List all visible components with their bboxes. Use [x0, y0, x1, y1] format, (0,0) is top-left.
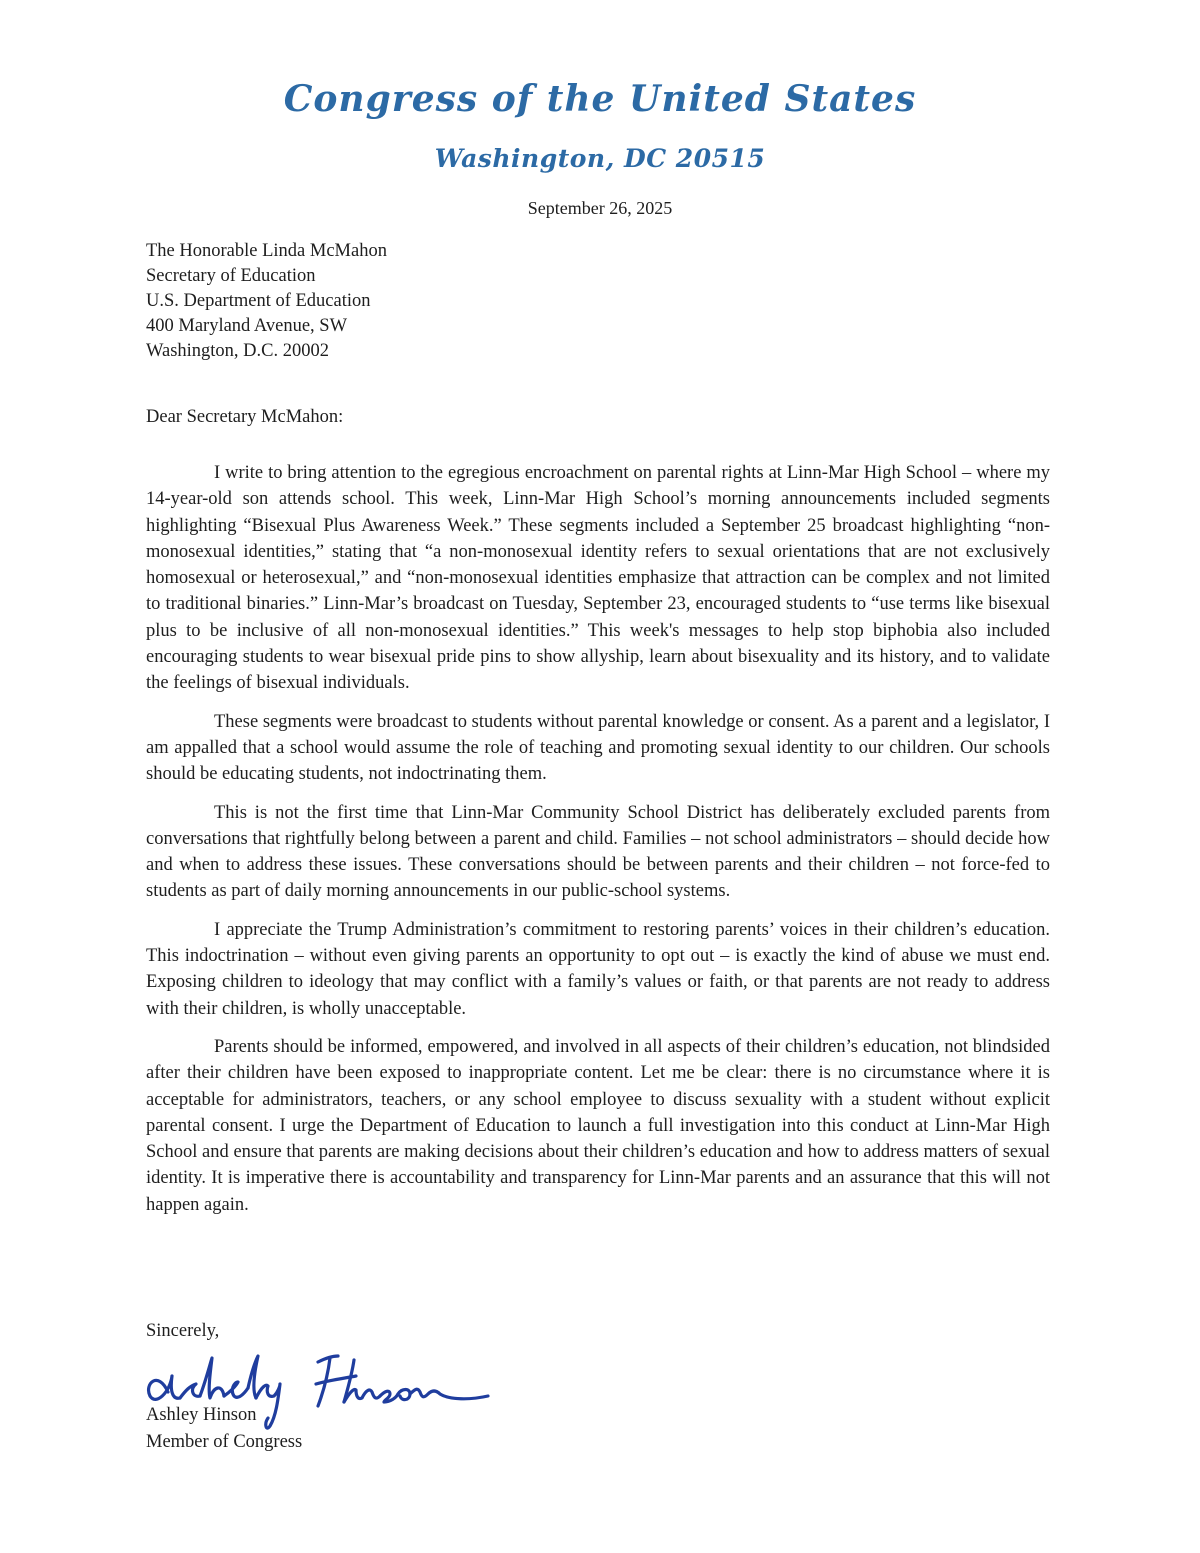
body-paragraph-1: I write to bring attention to the egregious encroachment on parental rights at Linn-Mar High School – where my 14-year-old son attends school. This week, Linn-Mar High School’s morning announcements included segments highlighting “Bisexual Plus Awareness Week.” These segments included a September 25 broadcast highlighting “non-monosexual identities,” stating that “a non-monosexual identity refers to sexual orientations that are not exclusively homosexual or heterosexual,” and “non-monosexual identities emphasize that attraction can be complex and not limited to traditional binaries.” Linn-Mar’s broadcast on Tuesday, September 23, encouraged students to “use terms like bisexual plus to be inclusive of all non-monosexual identities.” This week's messages to help stop biphobia also included encouraging students to wear bisexual pride pins to show allyship, learn about bisexuality and its history, and to validate the feelings of bisexual individuals. [146, 463, 1050, 694]
recipient-street: 400 Maryland Avenue, SW [146, 316, 348, 336]
letterhead-title: Congress of the United States [283, 78, 917, 120]
letterhead-address: Washington, DC 20515 [434, 144, 766, 173]
letter-date: September 26, 2025 [527, 198, 673, 218]
recipient-name: The Honorable Linda McMahon [146, 241, 387, 261]
body-paragraph-4: I appreciate the Trump Administration’s commitment to restoring parents’ voices in their children’s education. This indoctrination – without even giving parents an opportunity to opt out – is exactly the kind of abuse we must end. Exposing children to ideology that may conflict with a family’s values or faith, or that parents are not ready to address with their children, is wholly unacceptable. [146, 919, 1050, 1019]
recipient-address-block [146, 239, 387, 364]
recipient-city: Washington, D.C. 20002 [146, 341, 329, 361]
salutation: Dear Secretary McMahon: [146, 407, 344, 427]
body-paragraph-2: These segments were broadcast to students without parental knowledge or consent. As a parent and a legislator, I am appalled that a school would assume the role of teaching and promoting sexual identity to our children. Our schools should be educating students, not indoctrinating them. [146, 711, 1050, 785]
recipient-title: Secretary of Education [146, 266, 316, 286]
letter-body [146, 460, 1050, 1230]
signer-title: Member of Congress [146, 1432, 303, 1452]
body-paragraph-5: Parents should be informed, empowered, and involved in all aspects of their children’s education, not blindsided after their children have been exposed to inappropriate content. Let me be clear: there is no circumstance where it is acceptable for administrators, teachers, or any school employee to discuss sexuality with a student without explicit parental consent. I urge the Department of Education to launch a full investigation into this conduct at Linn-Mar High School and ensure that parents are making decisions about their children’s education and how to address matters of sexual identity. It is imperative there is accountability and transparency for Linn-Mar parents and an assurance that this will not happen again. [146, 1036, 1050, 1215]
recipient-organization: U.S. Department of Education [146, 291, 371, 311]
signer-name: Ashley Hinson [146, 1405, 257, 1425]
closing: Sincerely, [146, 1321, 220, 1341]
body-paragraph-3: This is not the first time that Linn-Mar Community School District has deliberately excluded parents from conversations that rightfully belong between a parent and child. Families – not school administrators – should decide how and when to address these issues. These conversations should be between parents and their children – not force-fed to students as part of daily morning announcements in our public-school systems. [146, 802, 1050, 902]
